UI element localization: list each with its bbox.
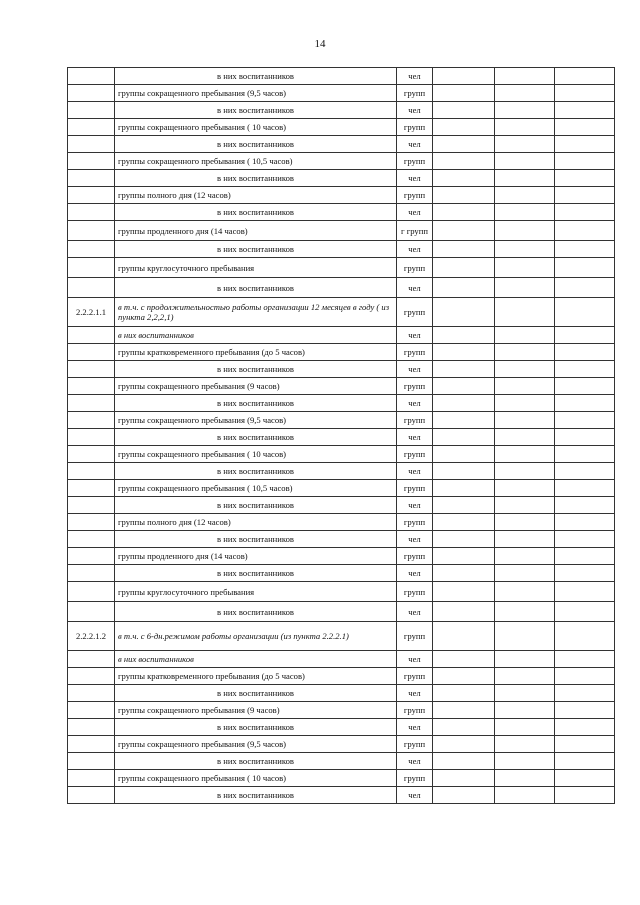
value-cell [555, 258, 615, 278]
row-number-cell [68, 119, 115, 136]
value-cell [555, 298, 615, 327]
unit-cell: чел [397, 787, 433, 804]
unit-cell: групп [397, 85, 433, 102]
indicator-label-cell: группы полного дня (12 часов) [115, 187, 397, 204]
table-row [68, 736, 615, 753]
value-cell [433, 668, 495, 685]
value-cell [555, 102, 615, 119]
indicator-label-cell: в т.ч. с продолжительностью работы организации 12 месяцев в году ( из пункта 2,2,2,1) [115, 298, 397, 327]
indicator-label-cell: группы сокращенного пребывания (9 часов) [115, 702, 397, 719]
table-row [68, 344, 615, 361]
value-cell [555, 651, 615, 668]
value-cell [555, 480, 615, 497]
value-cell [495, 170, 555, 187]
value-cell [495, 361, 555, 378]
value-cell [495, 736, 555, 753]
row-number-cell [68, 429, 115, 446]
row-number-cell [68, 514, 115, 531]
value-cell [495, 446, 555, 463]
table-row [68, 668, 615, 685]
unit-cell: чел [397, 361, 433, 378]
row-number-cell [68, 497, 115, 514]
row-number-cell [68, 68, 115, 85]
table-row [68, 278, 615, 298]
table-row [68, 395, 615, 412]
value-cell [495, 395, 555, 412]
row-number-cell [68, 344, 115, 361]
row-number-cell [68, 602, 115, 622]
value-cell [495, 719, 555, 736]
table-row [68, 136, 615, 153]
value-cell [495, 463, 555, 480]
value-cell [433, 770, 495, 787]
page-number: 14 [314, 38, 326, 50]
value-cell [495, 221, 555, 241]
unit-cell: групп [397, 480, 433, 497]
row-number-cell [68, 327, 115, 344]
value-cell [495, 278, 555, 298]
row-number-cell [68, 582, 115, 602]
indicator-label-cell: в них воспитанников [115, 429, 397, 446]
value-cell [495, 344, 555, 361]
row-number-cell [68, 463, 115, 480]
unit-cell: групп [397, 258, 433, 278]
table-row [68, 531, 615, 548]
unit-cell: групп [397, 298, 433, 327]
value-cell [555, 582, 615, 602]
value-cell [495, 602, 555, 622]
value-cell [555, 497, 615, 514]
unit-cell: чел [397, 753, 433, 770]
unit-cell: групп [397, 622, 433, 651]
row-number-cell [68, 170, 115, 187]
indicator-label-cell: в них воспитанников [115, 497, 397, 514]
indicator-label-cell: группы круглосуточного пребывания [115, 258, 397, 278]
value-cell [433, 497, 495, 514]
indicator-label-cell: в них воспитанников [115, 602, 397, 622]
value-cell [555, 241, 615, 258]
value-cell [555, 565, 615, 582]
unit-cell: чел [397, 241, 433, 258]
table-row [68, 85, 615, 102]
unit-cell: чел [397, 497, 433, 514]
value-cell [555, 702, 615, 719]
value-cell [433, 685, 495, 702]
table-row [68, 241, 615, 258]
value-cell [495, 204, 555, 221]
indicator-label-cell: группы сокращенного пребывания ( 10 часов) [115, 446, 397, 463]
indicator-label-cell: в них воспитанников [115, 361, 397, 378]
indicator-label-cell: в них воспитанников [115, 136, 397, 153]
table-row [68, 685, 615, 702]
row-number-cell [68, 787, 115, 804]
row-number-cell [68, 241, 115, 258]
value-cell [433, 622, 495, 651]
value-cell [555, 378, 615, 395]
unit-cell: групп [397, 412, 433, 429]
indicator-label-cell: группы полного дня (12 часов) [115, 514, 397, 531]
value-cell [495, 582, 555, 602]
unit-cell: групп [397, 344, 433, 361]
unit-cell: чел [397, 102, 433, 119]
value-cell [495, 241, 555, 258]
table-row [68, 446, 615, 463]
row-number-cell [68, 651, 115, 668]
table-row [68, 412, 615, 429]
value-cell [433, 582, 495, 602]
value-cell [495, 702, 555, 719]
indicator-label-cell: в них воспитанников [115, 753, 397, 770]
indicator-label-cell: группы кратковременного пребывания (до 5 часов) [115, 344, 397, 361]
value-cell [433, 531, 495, 548]
unit-cell: чел [397, 327, 433, 344]
unit-cell: чел [397, 685, 433, 702]
row-number-cell [68, 204, 115, 221]
value-cell [555, 787, 615, 804]
indicator-label-cell: группы сокращенного пребывания (9,5 часов) [115, 412, 397, 429]
value-cell [555, 602, 615, 622]
row-number-cell [68, 531, 115, 548]
value-cell [433, 278, 495, 298]
table-row [68, 463, 615, 480]
value-cell [495, 68, 555, 85]
unit-cell: групп [397, 702, 433, 719]
indicator-label-cell: в них воспитанников [115, 278, 397, 298]
value-cell [433, 361, 495, 378]
value-cell [495, 787, 555, 804]
row-number-cell [68, 102, 115, 119]
table-row [68, 327, 615, 344]
value-cell [433, 102, 495, 119]
value-cell [555, 429, 615, 446]
table-row [68, 770, 615, 787]
indicator-label-cell: группы кратковременного пребывания (до 5 часов) [115, 668, 397, 685]
row-number-cell [68, 187, 115, 204]
table-row [68, 702, 615, 719]
row-number-cell [68, 548, 115, 565]
row-number-cell [68, 770, 115, 787]
value-cell [555, 278, 615, 298]
value-cell [495, 531, 555, 548]
row-number-cell [68, 378, 115, 395]
value-cell [555, 361, 615, 378]
table-row [68, 622, 615, 651]
indicator-label-cell: в них воспитанников [115, 170, 397, 187]
value-cell [433, 221, 495, 241]
value-cell [555, 685, 615, 702]
table-row [68, 361, 615, 378]
unit-cell: чел [397, 651, 433, 668]
value-cell [555, 548, 615, 565]
table-row [68, 602, 615, 622]
indicator-label-cell: в них воспитанников [115, 719, 397, 736]
unit-cell: групп [397, 668, 433, 685]
value-cell [433, 187, 495, 204]
value-cell [495, 514, 555, 531]
unit-cell: чел [397, 429, 433, 446]
value-cell [495, 429, 555, 446]
value-cell [555, 187, 615, 204]
value-cell [433, 736, 495, 753]
value-cell [555, 327, 615, 344]
value-cell [495, 136, 555, 153]
value-cell [495, 258, 555, 278]
unit-cell: чел [397, 463, 433, 480]
value-cell [555, 736, 615, 753]
value-cell [433, 68, 495, 85]
value-cell [433, 298, 495, 327]
value-cell [433, 651, 495, 668]
unit-cell: групп [397, 514, 433, 531]
value-cell [495, 153, 555, 170]
value-cell [433, 136, 495, 153]
table-row [68, 497, 615, 514]
indicator-label-cell: группы круглосуточного пребывания [115, 582, 397, 602]
indicator-label-cell: группы сокращенного пребывания ( 10 часов) [115, 119, 397, 136]
indicator-label-cell: группы продленного дня (14 часов) [115, 548, 397, 565]
value-cell [433, 514, 495, 531]
value-cell [555, 85, 615, 102]
value-cell [495, 412, 555, 429]
table-row [68, 651, 615, 668]
value-cell [555, 153, 615, 170]
value-cell [433, 412, 495, 429]
unit-cell: групп [397, 187, 433, 204]
value-cell [495, 298, 555, 327]
value-cell [433, 429, 495, 446]
row-number-cell [68, 446, 115, 463]
statistics-table [67, 67, 615, 804]
value-cell [495, 327, 555, 344]
unit-cell: г групп [397, 221, 433, 241]
table-row [68, 153, 615, 170]
value-cell [555, 463, 615, 480]
value-cell [433, 85, 495, 102]
row-number-cell [68, 85, 115, 102]
value-cell [555, 136, 615, 153]
value-cell [495, 668, 555, 685]
unit-cell: чел [397, 719, 433, 736]
value-cell [433, 170, 495, 187]
row-number-cell [68, 278, 115, 298]
value-cell [433, 787, 495, 804]
table-row [68, 565, 615, 582]
indicator-label-cell: в них воспитанников [115, 463, 397, 480]
unit-cell: чел [397, 531, 433, 548]
value-cell [495, 480, 555, 497]
value-cell [495, 548, 555, 565]
value-cell [555, 412, 615, 429]
unit-cell: чел [397, 68, 433, 85]
value-cell [433, 446, 495, 463]
value-cell [495, 622, 555, 651]
value-cell [433, 753, 495, 770]
row-number-cell [68, 702, 115, 719]
table-row [68, 102, 615, 119]
table-row [68, 258, 615, 278]
row-number-cell [68, 719, 115, 736]
row-number-cell [68, 361, 115, 378]
unit-cell: групп [397, 582, 433, 602]
row-number-cell [68, 736, 115, 753]
value-cell [555, 119, 615, 136]
row-number-cell [68, 221, 115, 241]
table-row [68, 68, 615, 85]
unit-cell: чел [397, 278, 433, 298]
unit-cell: групп [397, 119, 433, 136]
indicator-label-cell: группы сокращенного пребывания ( 10,5 часов) [115, 153, 397, 170]
value-cell [433, 548, 495, 565]
value-cell [555, 622, 615, 651]
table-row [68, 378, 615, 395]
value-cell [555, 344, 615, 361]
value-cell [555, 170, 615, 187]
row-number-cell [68, 136, 115, 153]
value-cell [433, 480, 495, 497]
indicator-label-cell: в т.ч. с 6-дн.режимом работы организации (из пункта 2.2.2.1) [115, 622, 397, 651]
unit-cell: чел [397, 565, 433, 582]
unit-cell: групп [397, 548, 433, 565]
value-cell [433, 153, 495, 170]
value-cell [495, 685, 555, 702]
table-row [68, 187, 615, 204]
table-row [68, 429, 615, 446]
table-row [68, 298, 615, 327]
unit-cell: чел [397, 204, 433, 221]
row-number-cell [68, 565, 115, 582]
value-cell [433, 463, 495, 480]
value-cell [555, 770, 615, 787]
table-row [68, 119, 615, 136]
value-cell [433, 395, 495, 412]
indicator-label-cell: в них воспитанников [115, 565, 397, 582]
indicator-label-cell: в них воспитанников [115, 685, 397, 702]
value-cell [555, 221, 615, 241]
value-cell [433, 241, 495, 258]
indicator-label-cell: группы сокращенного пребывания ( 10 часов) [115, 770, 397, 787]
indicator-label-cell: в них воспитанников [115, 204, 397, 221]
unit-cell: чел [397, 170, 433, 187]
table-row [68, 204, 615, 221]
table-row [68, 719, 615, 736]
indicator-label-cell: в них воспитанников [115, 651, 397, 668]
value-cell [555, 204, 615, 221]
value-cell [555, 753, 615, 770]
indicator-label-cell: в них воспитанников [115, 531, 397, 548]
value-cell [495, 565, 555, 582]
value-cell [433, 204, 495, 221]
value-cell [433, 565, 495, 582]
value-cell [555, 446, 615, 463]
value-cell [555, 68, 615, 85]
indicator-label-cell: группы сокращенного пребывания (9 часов) [115, 378, 397, 395]
indicator-label-cell: группы сокращенного пребывания (9,5 часов) [115, 85, 397, 102]
row-number-cell [68, 685, 115, 702]
row-number-cell [68, 412, 115, 429]
unit-cell: групп [397, 378, 433, 395]
unit-cell: групп [397, 736, 433, 753]
row-number-cell [68, 668, 115, 685]
value-cell [495, 753, 555, 770]
value-cell [495, 497, 555, 514]
row-number-cell [68, 480, 115, 497]
value-cell [555, 668, 615, 685]
row-number-cell [68, 395, 115, 412]
indicator-label-cell: в них воспитанников [115, 327, 397, 344]
value-cell [495, 651, 555, 668]
indicator-label-cell: в них воспитанников [115, 395, 397, 412]
unit-cell: чел [397, 395, 433, 412]
value-cell [433, 119, 495, 136]
table-body [68, 68, 615, 804]
row-number-cell [68, 258, 115, 278]
unit-cell: чел [397, 136, 433, 153]
indicator-label-cell: группы сокращенного пребывания (9,5 часов) [115, 736, 397, 753]
indicator-label-cell: группы сокращенного пребывания ( 10,5 часов) [115, 480, 397, 497]
unit-cell: групп [397, 153, 433, 170]
value-cell [495, 187, 555, 204]
unit-cell: групп [397, 446, 433, 463]
indicator-label-cell: в них воспитанников [115, 68, 397, 85]
row-number-cell: 2.2.2.1.2 [68, 622, 115, 651]
table-row [68, 582, 615, 602]
table-row [68, 170, 615, 187]
value-cell [495, 378, 555, 395]
indicator-label-cell: в них воспитанников [115, 102, 397, 119]
value-cell [495, 85, 555, 102]
value-cell [433, 702, 495, 719]
value-cell [433, 602, 495, 622]
table-row [68, 787, 615, 804]
unit-cell: чел [397, 602, 433, 622]
table-row [68, 514, 615, 531]
indicator-label-cell: в них воспитанников [115, 787, 397, 804]
value-cell [495, 119, 555, 136]
value-cell [555, 531, 615, 548]
value-cell [433, 719, 495, 736]
value-cell [433, 327, 495, 344]
value-cell [495, 102, 555, 119]
value-cell [555, 719, 615, 736]
row-number-cell: 2.2.2.1.1 [68, 298, 115, 327]
row-number-cell [68, 753, 115, 770]
value-cell [495, 770, 555, 787]
table-row [68, 548, 615, 565]
indicator-label-cell: в них воспитанников [115, 241, 397, 258]
table-row [68, 480, 615, 497]
row-number-cell [68, 153, 115, 170]
value-cell [433, 378, 495, 395]
unit-cell: групп [397, 770, 433, 787]
value-cell [555, 395, 615, 412]
value-cell [433, 258, 495, 278]
value-cell [555, 514, 615, 531]
indicator-label-cell: группы продленного дня (14 часов) [115, 221, 397, 241]
value-cell [433, 344, 495, 361]
table-row [68, 221, 615, 241]
table-row [68, 753, 615, 770]
